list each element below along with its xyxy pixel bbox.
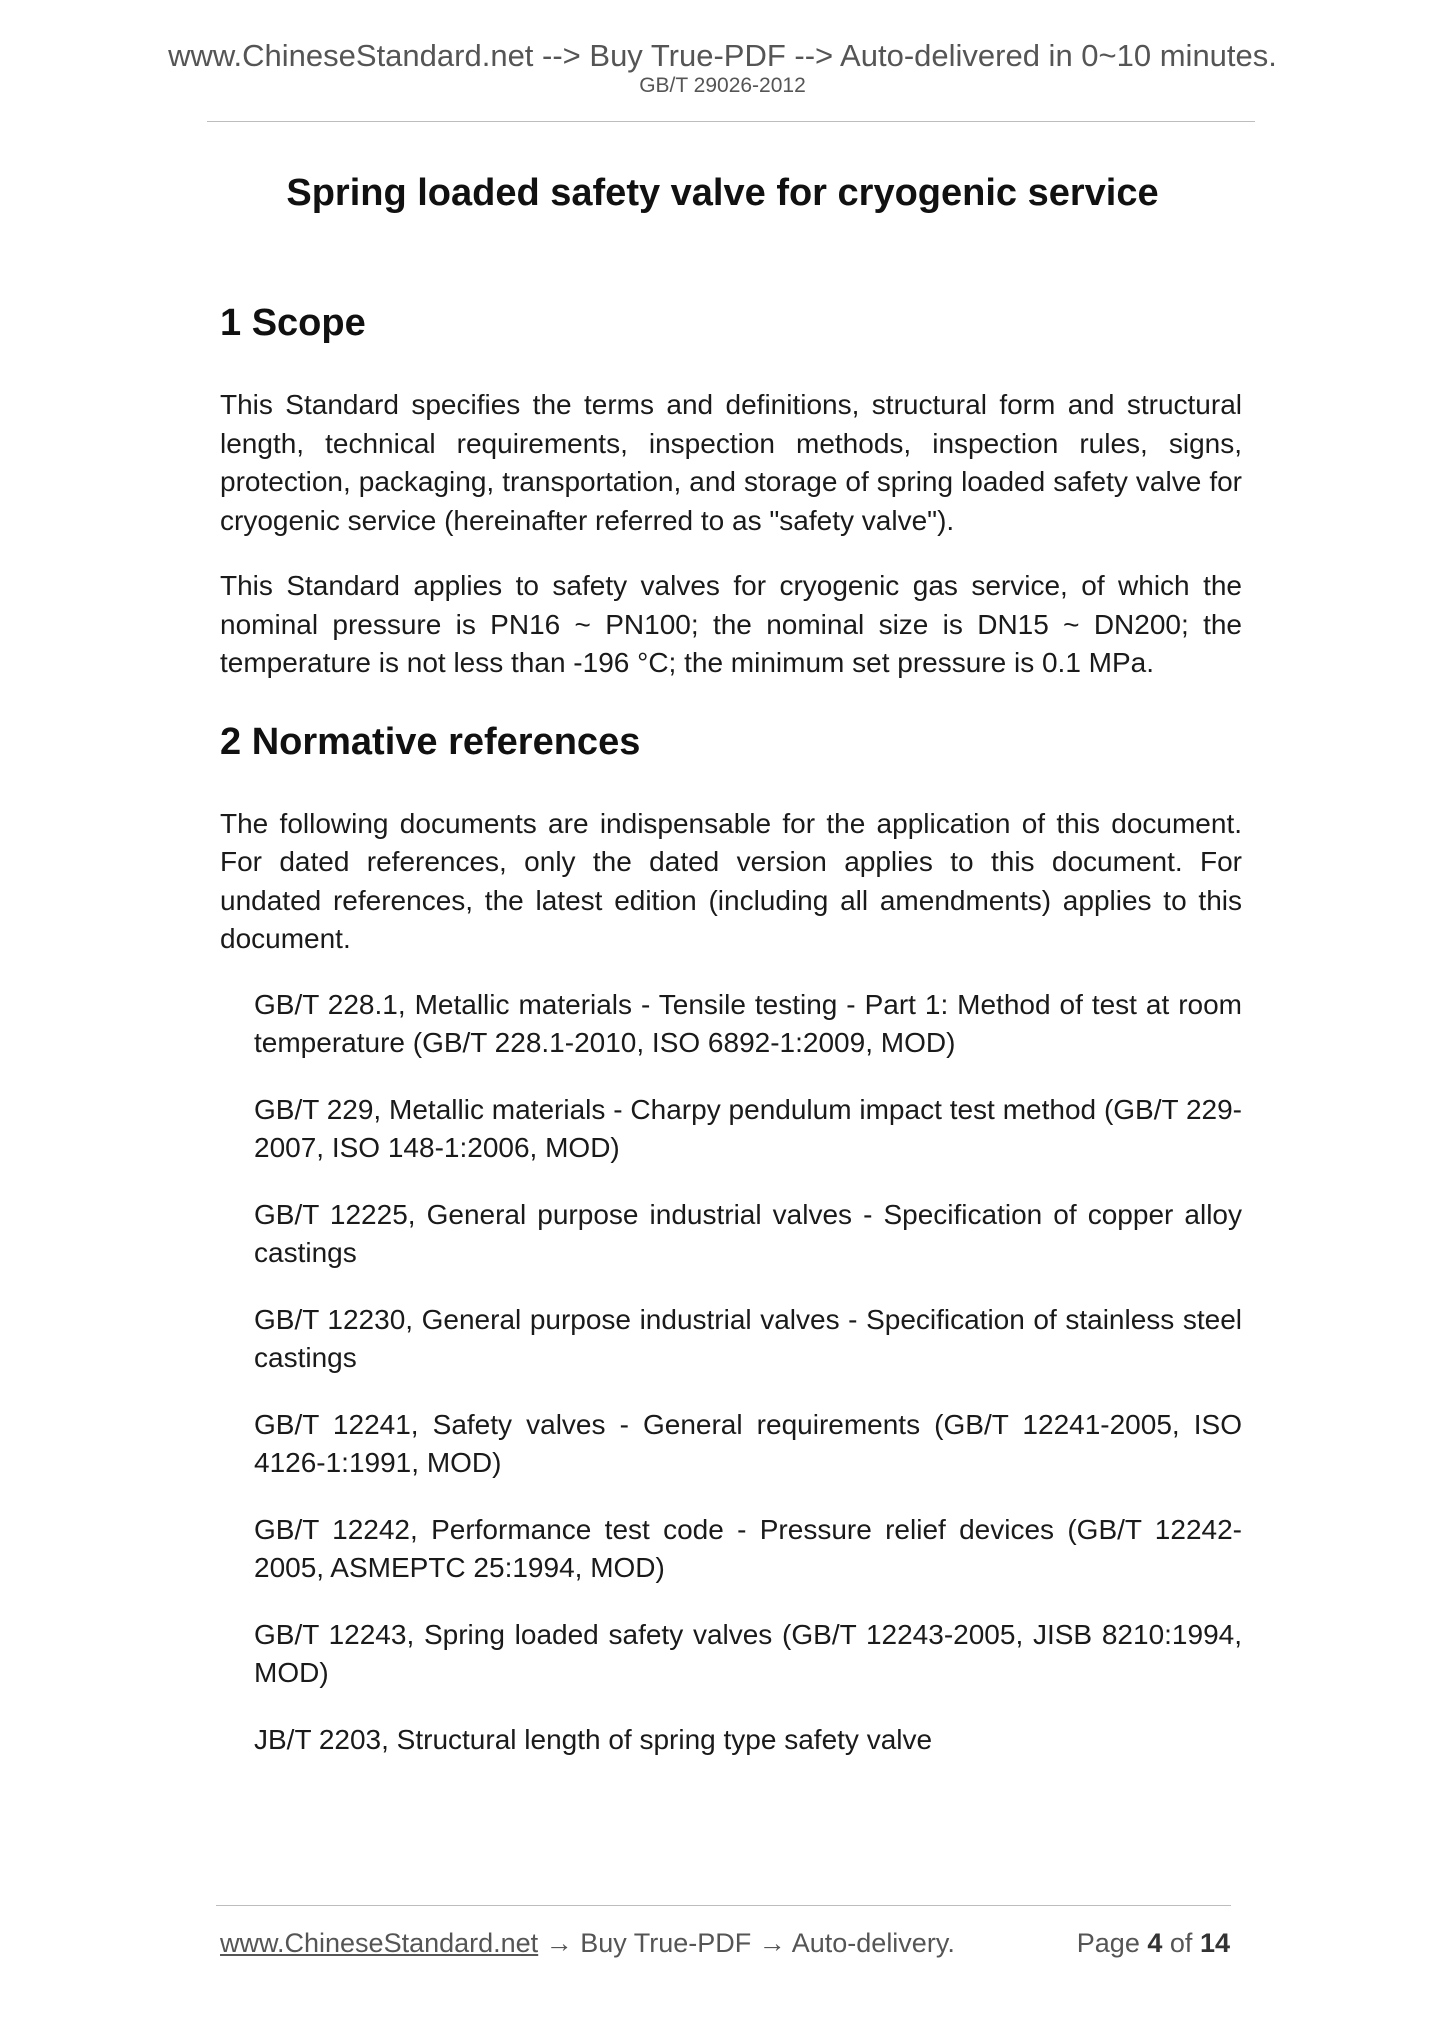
footer-divider <box>216 1905 1231 1906</box>
scope-paragraph: This Standard specifies the terms and definitions, structural form and structural length, technical requirements, inspection methods, inspection rules, signs, protection, packaging, transportation, and storage of spring loaded safety valve for cryogenic service (hereinafter referred to as "safety valve"). <box>220 389 1242 536</box>
header-divider <box>207 121 1255 122</box>
references-intro-paragraph: The following documents are indispensable for the application of this document. For dated references, only the dated version applies to this document. For undated references, the latest edition (including all amendments) applies to this document. <box>220 807 1242 954</box>
reference-item: GB/T 12225, General purpose industrial valves - Specification of copper alloy castings <box>254 1198 1242 1268</box>
page-total: 14 <box>1199 1928 1230 1958</box>
reference-item: GB/T 228.1, Metallic materials - Tensile testing - Part 1: Method of test at room temperature (GB/T 228.1-2010, ISO 6892-1:2009, MOD) <box>254 988 1242 1058</box>
document-code: GB/T 29026-2012 <box>639 74 806 97</box>
section-heading-scope: 1 Scope <box>220 302 366 344</box>
top-banner: www.ChineseStandard.net --> Buy True-PDF --> Auto-delivered in 0~10 minutes. <box>168 38 1277 73</box>
reference-item: GB/T 12241, Safety valves - General requirements (GB/T 12241-2005, ISO 4126-1:1991, MOD) <box>254 1408 1242 1478</box>
reference-item: GB/T 12230, General purpose industrial valves - Specification of stainless steel castings <box>254 1303 1242 1373</box>
reference-item: GB/T 12242, Performance test code - Pressure relief devices (GB/T 12242-2005, ASMEPTC 25:1994, MOD) <box>254 1513 1242 1583</box>
section-heading-normative-references: 2 Normative references <box>220 720 641 763</box>
document-body <box>220 300 1242 1787</box>
section-scope <box>220 300 1242 683</box>
scope-paragraph: This Standard applies to safety valves for cryogenic gas service, of which the nominal pressure is PN16 ~ PN100; the nominal size is DN15 ~ DN200; the temperature is not less than -196 °C; the minimum set pressure is 0.1 MPa. <box>220 570 1242 678</box>
reference-item: JB/T 2203, Structural length of spring type safety valve <box>254 1723 933 1755</box>
page-label: Page <box>1076 1928 1140 1958</box>
footer-website-link[interactable]: www.ChineseStandard.net <box>220 1928 539 1958</box>
section-normative-references <box>220 719 1242 1760</box>
reference-item: GB/T 229, Metallic materials - Charpy pendulum impact test method (GB/T 229-2007, ISO 148-1:2006, MOD) <box>254 1093 1242 1163</box>
footer-tagline: → Buy True-PDF → Auto-delivery. <box>538 1928 955 1958</box>
page-current: 4 <box>1147 1928 1163 1958</box>
page-of-label: of <box>1169 1928 1193 1958</box>
document-title: Spring loaded safety valve for cryogenic service <box>286 172 1159 214</box>
page-footer <box>220 1927 1230 1959</box>
reference-item: GB/T 12243, Spring loaded safety valves (GB/T 12243-2005, JISB 8210:1994, MOD) <box>254 1618 1242 1688</box>
page-number <box>1077 1927 1230 1959</box>
